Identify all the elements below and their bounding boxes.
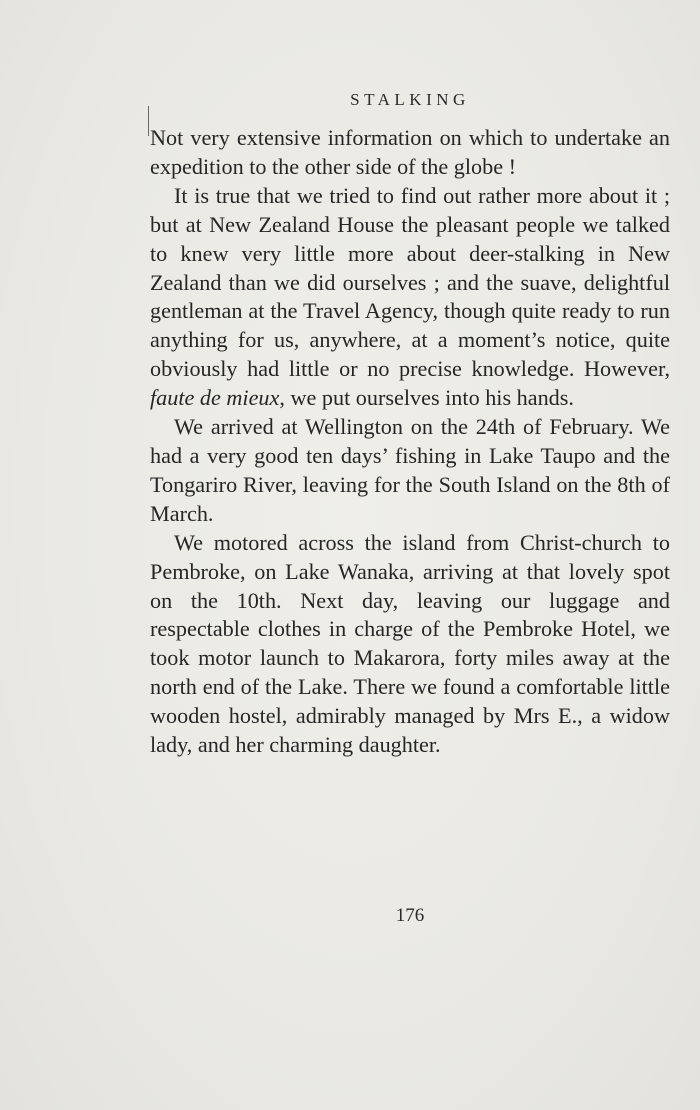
margin-mark [148,106,149,136]
paragraph-3: We arrived at Wellington on the 24th of February. We had a very good ten days’ fishing in Lake Taupo and the Tongariro River, leaving for the South Island on the 8th of March. [150,414,670,526]
paragraph-2-text-before: It is true that we tried to find out rather more about it ; but at New Zealand House the pleasant people we talked to knew very little more about deer-stalking in New Zealand than we did ourselves ; and the suave, delightful gentleman at the Travel Agency, though quite ready to run anything for us, anywhere, at a moment’s notice, quite obviously had little or no precise knowledge. However, [150,182,670,382]
paragraph-4: We motored across the island from Christ-church to Pembroke, on Lake Wanaka, arriving at that lovely spot on the 10th. Next day, leaving our luggage and respectable clothes in charge of the Pembroke Hotel, we took motor launch to Makarora, forty miles away at the north end of the Lake. There we found a comfortable little wooden hostel, admirably managed by Mrs E., a widow lady, and her charming daughter. [150,529,670,758]
paragraph-2-italic-phrase: faute de mieux [150,385,280,411]
paragraph-1: Not very extensive information on which to undertake an expedition to the other side of the globe ! [150,125,670,179]
body-text [150,124,670,760]
page-number: 176 [395,905,425,926]
running-head: STALKING [350,90,470,109]
paragraph-2-text-after: , we put ourselves into his hands. [279,385,574,411]
paragraph-2 [150,182,670,413]
